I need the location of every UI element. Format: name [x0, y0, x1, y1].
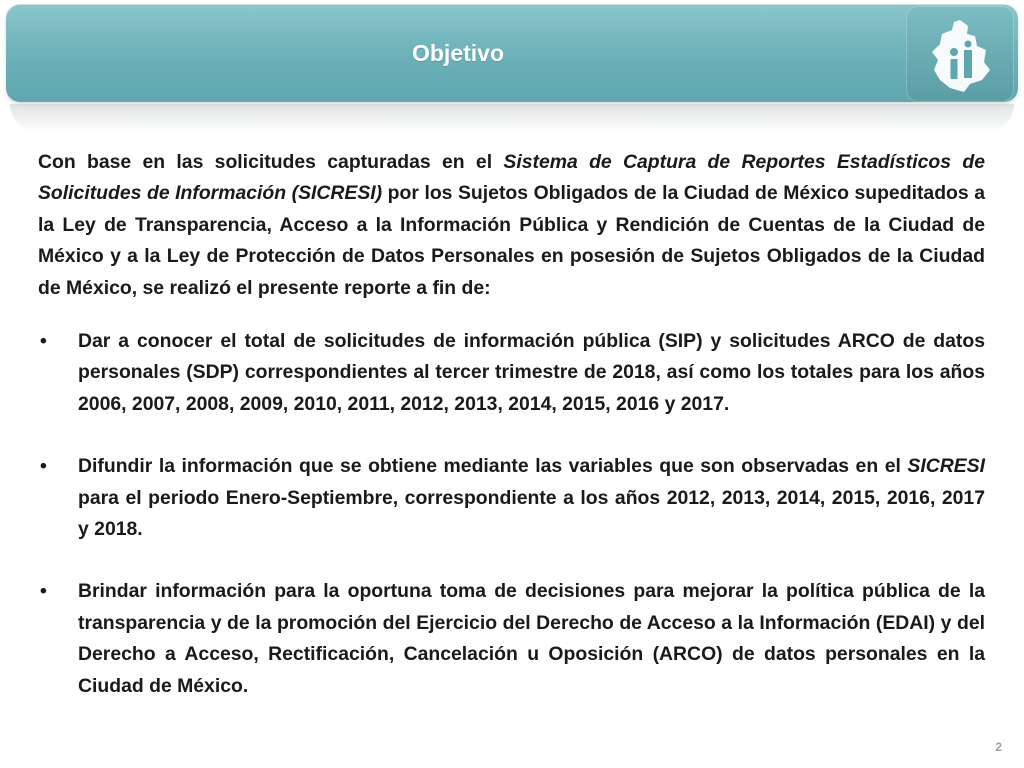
bullet-icon: •	[40, 330, 47, 353]
list-item	[38, 576, 985, 702]
list-item-text: Dar a conocer el total de solicitudes de información pública (SIP) y solicitudes ARCO de datos personales (SDP) correspondientes al tercer trimestre de 2018, así como los totales para los años 2006, 2007, 2008, 2009, 2010, 2011, 2012, 2013, 2014, 2015, 2016 y 2017.	[78, 330, 985, 415]
page-title: Objetivo	[411, 39, 504, 66]
list-item	[38, 326, 985, 420]
list-item-text: Difundir la información que se obtiene mediante las variables que son observadas en el	[78, 455, 908, 478]
list-item-italic-text: SICRESI	[907, 455, 985, 478]
cdmx-info-logo-icon	[920, 14, 1000, 94]
content-body	[38, 147, 985, 733]
bullet-icon: •	[40, 580, 47, 603]
header-shadow	[10, 104, 1014, 132]
intro-text-rest: por los Sujetos Obligados de la Ciudad de México supeditados a la Ley de Transparencia, Acceso a la Información Pública y Rendición de Cuentas de la Ciudad de México y a la Ley de Protección de Datos Personales en posesión de Sujetos Obligados de la Ciudad de México, se realizó el presente reporte a fin de:	[38, 182, 985, 299]
list-item-text-rest: para el periodo Enero-Septiembre, correspondiente a los años 2012, 2013, 2014, 2015, 2016, 2017 y 2018.	[78, 486, 985, 541]
bullet-icon: •	[40, 455, 47, 478]
intro-italic-text: Sistema de Captura de Reportes Estadísticos de Solicitudes de Información (SICRESI)	[38, 151, 985, 205]
page-number: 2	[995, 740, 1002, 754]
list-item	[38, 451, 985, 545]
logo-badge	[906, 6, 1014, 102]
list-item-text: Brindar información para la oportuna toma de decisiones para mejorar la política pública de la transparencia y de la promoción del Ejercicio del Derecho de Acceso a la Información (EDAI) y del Derecho a Acceso, Rectificación, Cancelación u Oposición (ARCO) de datos personales en la Ciudad de México.	[78, 580, 985, 697]
intro-text: Con base en las solicitudes capturadas en el	[38, 151, 504, 173]
intro-paragraph	[38, 147, 985, 304]
objectives-list	[38, 326, 985, 702]
